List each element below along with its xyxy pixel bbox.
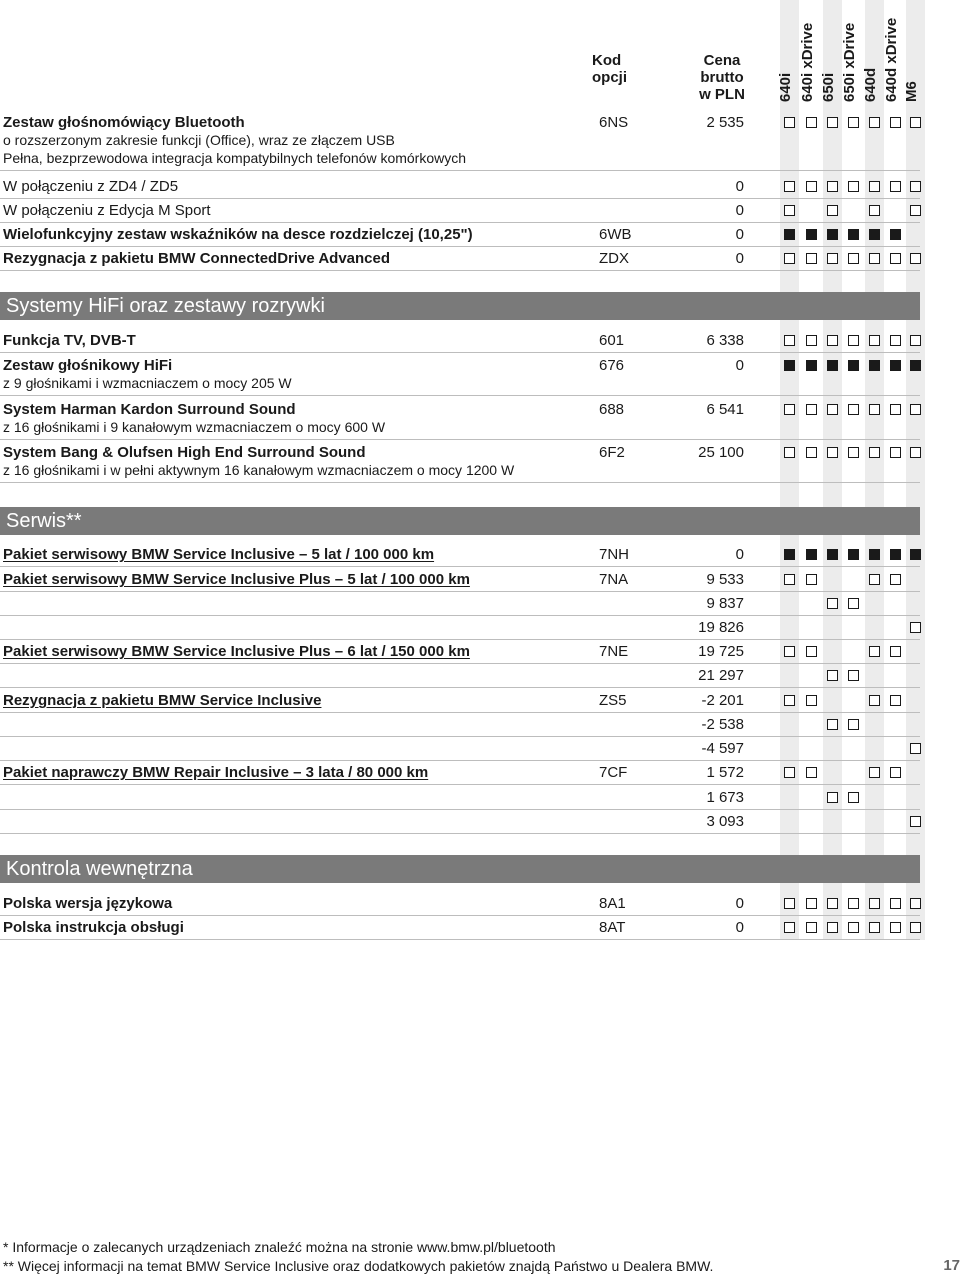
standard-equipment-marker [848, 229, 859, 240]
optional-equipment-marker [890, 898, 901, 909]
optional-equipment-marker [827, 598, 838, 609]
optional-equipment-marker [827, 404, 838, 415]
model-header-label: 640d [862, 67, 879, 102]
optional-equipment-marker [848, 181, 859, 192]
optional-equipment-marker [910, 404, 921, 415]
optional-equipment-marker [806, 181, 817, 192]
standard-equipment-marker [827, 229, 838, 240]
optional-equipment-marker [890, 117, 901, 128]
optional-equipment-marker [910, 181, 921, 192]
optional-equipment-marker [784, 335, 795, 346]
optional-equipment-marker [890, 646, 901, 657]
option-price: 0 [735, 546, 744, 563]
option-code: 6WB [599, 226, 632, 243]
optional-equipment-marker [910, 205, 921, 216]
option-price: 0 [735, 226, 744, 243]
option-price: 1 673 [706, 789, 744, 806]
optional-equipment-marker [806, 767, 817, 778]
option-name: Wielofunkcyjny zestaw wskaźników na desce rozdzielczej (10,25") [3, 226, 473, 243]
optional-equipment-marker [869, 181, 880, 192]
option-code: 7NE [599, 643, 629, 660]
table-row [0, 809, 960, 833]
optional-equipment-marker [848, 898, 859, 909]
table-row [0, 615, 960, 639]
optional-equipment-marker [848, 670, 859, 681]
optional-equipment-marker [869, 117, 880, 128]
table-row [0, 639, 960, 663]
row-divider [0, 270, 920, 271]
optional-equipment-marker [910, 898, 921, 909]
option-code: ZDX [599, 250, 629, 267]
optional-equipment-marker [784, 253, 795, 264]
optional-equipment-marker [827, 670, 838, 681]
standard-equipment-marker [910, 360, 921, 371]
header-price-label: Cena brutto w PLN [699, 52, 745, 103]
optional-equipment-marker [784, 181, 795, 192]
row-divider [0, 482, 920, 483]
table-row [0, 440, 960, 478]
table-row [0, 353, 960, 391]
standard-equipment-marker [784, 549, 795, 560]
optional-equipment-marker [784, 898, 795, 909]
table-row [0, 198, 960, 222]
table-row [0, 915, 960, 939]
row-divider [0, 395, 920, 396]
model-header [777, 0, 799, 102]
footnote-2: ** Więcej informacji na temat BMW Service Inclusive oraz dodatkowych pakietów znajdą Państwo u Dealera BMW. [3, 1258, 714, 1274]
option-price: 0 [735, 202, 744, 219]
option-price: 21 297 [698, 667, 744, 684]
optional-equipment-marker [827, 205, 838, 216]
option-code: 601 [599, 332, 625, 349]
optional-equipment-marker [806, 646, 817, 657]
table-row [0, 785, 960, 809]
option-name: Pakiet serwisowy BMW Service Inclusive Plus – 5 lat / 100 000 km [3, 571, 470, 588]
option-price: 0 [735, 919, 744, 936]
optional-equipment-marker [890, 767, 901, 778]
optional-equipment-marker [910, 816, 921, 827]
option-name: Pakiet serwisowy BMW Service Inclusive – 5 lat / 100 000 km [3, 546, 435, 563]
optional-equipment-marker [910, 622, 921, 633]
option-price: -4 597 [701, 740, 744, 757]
option-code: 6NS [599, 114, 629, 131]
optional-equipment-marker [806, 117, 817, 128]
option-name: Zestaw głośnomówiący Bluetooth [3, 114, 245, 131]
option-price: 6 541 [706, 401, 744, 418]
table-row [0, 174, 960, 198]
optional-equipment-marker [848, 598, 859, 609]
optional-equipment-marker [910, 922, 921, 933]
option-name: System Bang & Olufsen High End Surround Sound [3, 444, 366, 461]
optional-equipment-marker [784, 646, 795, 657]
optional-equipment-marker [784, 574, 795, 585]
table-row [0, 891, 960, 915]
table-row [0, 542, 960, 566]
model-header [903, 0, 925, 102]
model-header-label: 650i xDrive [841, 22, 858, 102]
optional-equipment-marker [869, 335, 880, 346]
optional-equipment-marker [827, 922, 838, 933]
standard-equipment-marker [890, 549, 901, 560]
optional-equipment-marker [910, 253, 921, 264]
option-price: 9 533 [706, 571, 744, 588]
row-divider [0, 833, 920, 834]
standard-equipment-marker [806, 360, 817, 371]
option-code: 7CF [599, 764, 628, 781]
model-header-label: 640i [777, 72, 794, 102]
page-number: 17 [943, 1257, 960, 1274]
optional-equipment-marker [784, 117, 795, 128]
option-name: Zestaw głośnikowy HiFi [3, 357, 173, 374]
optional-equipment-marker [827, 719, 838, 730]
standard-equipment-marker [784, 229, 795, 240]
optional-equipment-marker [869, 574, 880, 585]
table-row [0, 663, 960, 687]
standard-equipment-marker [890, 229, 901, 240]
option-name: W połączeniu z Edycja M Sport [3, 202, 211, 219]
optional-equipment-marker [806, 335, 817, 346]
table-row [0, 222, 960, 246]
optional-equipment-marker [869, 205, 880, 216]
option-price: 0 [735, 250, 744, 267]
optional-equipment-marker [827, 792, 838, 803]
optional-equipment-marker [869, 767, 880, 778]
standard-equipment-marker [890, 360, 901, 371]
optional-equipment-marker [910, 447, 921, 458]
optional-equipment-marker [806, 404, 817, 415]
option-price: 19 725 [698, 643, 744, 660]
optional-equipment-marker [848, 719, 859, 730]
optional-equipment-marker [910, 335, 921, 346]
table-row [0, 567, 960, 591]
table-row [0, 712, 960, 736]
model-header-label: 650i [820, 72, 837, 102]
optional-equipment-marker [784, 404, 795, 415]
option-name: Pakiet serwisowy BMW Service Inclusive Plus – 6 lat / 150 000 km [3, 643, 470, 660]
standard-equipment-marker [827, 360, 838, 371]
optional-equipment-marker [806, 898, 817, 909]
footnote-1: * Informacje o zalecanych urządzeniach znaleźć można na stronie www.bmw.pl/bluetooth [3, 1239, 556, 1255]
option-code: 8AT [599, 919, 626, 936]
optional-equipment-marker [848, 447, 859, 458]
optional-equipment-marker [869, 253, 880, 264]
optional-equipment-marker [848, 792, 859, 803]
option-name: Polska wersja językowa [3, 895, 173, 912]
optional-equipment-marker [848, 922, 859, 933]
optional-equipment-marker [806, 695, 817, 706]
standard-equipment-marker [869, 360, 880, 371]
section-header: Serwis** [0, 507, 920, 535]
optional-equipment-marker [827, 181, 838, 192]
option-name: Funkcja TV, DVB-T [3, 332, 136, 349]
optional-equipment-marker [784, 767, 795, 778]
option-price: 19 826 [698, 619, 744, 636]
optional-equipment-marker [827, 447, 838, 458]
optional-equipment-marker [890, 181, 901, 192]
option-name: Pakiet naprawczy BMW Repair Inclusive – 3 lata / 80 000 km [3, 764, 429, 781]
option-description: z 16 głośnikami i w pełni aktywnym 16 kanałowym wzmacniaczem o mocy 1200 W [3, 462, 515, 478]
standard-equipment-marker [806, 229, 817, 240]
optional-equipment-marker [806, 447, 817, 458]
optional-equipment-marker [848, 404, 859, 415]
option-description: z 16 głośnikami i 9 kanałowym wzmacniaczem o mocy 600 W [3, 419, 386, 435]
optional-equipment-marker [848, 253, 859, 264]
table-row [0, 110, 960, 166]
option-price: 2 535 [706, 114, 744, 131]
optional-equipment-marker [869, 447, 880, 458]
option-code: 7NH [599, 546, 630, 563]
optional-equipment-marker [869, 898, 880, 909]
optional-equipment-marker [806, 574, 817, 585]
table-row [0, 591, 960, 615]
standard-equipment-marker [806, 549, 817, 560]
optional-equipment-marker [784, 695, 795, 706]
option-description: o rozszerzonym zakresie funkcji (Office), wraz ze złączem USB [3, 132, 395, 148]
optional-equipment-marker [910, 743, 921, 754]
standard-equipment-marker [869, 549, 880, 560]
optional-equipment-marker [910, 117, 921, 128]
section-header: Systemy HiFi oraz zestawy rozrywki [0, 292, 920, 320]
option-description: Pełna, bezprzewodowa integracja kompatybilnych telefonów komórkowych [3, 150, 467, 166]
optional-equipment-marker [869, 404, 880, 415]
model-header-label: 640d xDrive [883, 17, 900, 102]
optional-equipment-marker [784, 922, 795, 933]
option-price: 6 338 [706, 332, 744, 349]
option-code: 8A1 [599, 895, 626, 912]
optional-equipment-marker [890, 253, 901, 264]
row-divider [0, 170, 920, 171]
option-price: 0 [735, 357, 744, 374]
optional-equipment-marker [890, 922, 901, 933]
optional-equipment-marker [890, 447, 901, 458]
option-code: 6F2 [599, 444, 625, 461]
option-description: z 9 głośnikami i wzmacniaczem o mocy 205 W [3, 375, 292, 391]
option-price: 0 [735, 178, 744, 195]
table-row [0, 736, 960, 760]
optional-equipment-marker [890, 335, 901, 346]
option-code: 688 [599, 401, 625, 418]
option-code: 7NA [599, 571, 629, 588]
option-name: W połączeniu z ZD4 / ZD5 [3, 178, 179, 195]
option-price: 9 837 [706, 595, 744, 612]
option-name: Polska instrukcja obsługi [3, 919, 184, 936]
optional-equipment-marker [827, 117, 838, 128]
standard-equipment-marker [827, 549, 838, 560]
optional-equipment-marker [806, 922, 817, 933]
standard-equipment-marker [848, 360, 859, 371]
standard-equipment-marker [869, 229, 880, 240]
option-price: -2 538 [701, 716, 744, 733]
option-name: Rezygnacja z pakietu BMW ConnectedDrive Advanced [3, 250, 391, 267]
optional-equipment-marker [827, 898, 838, 909]
option-price: 3 093 [706, 813, 744, 830]
option-name: System Harman Kardon Surround Sound [3, 401, 296, 418]
optional-equipment-marker [848, 117, 859, 128]
optional-equipment-marker [890, 695, 901, 706]
optional-equipment-marker [890, 404, 901, 415]
table-row [0, 328, 960, 352]
row-divider [0, 939, 920, 940]
optional-equipment-marker [806, 253, 817, 264]
optional-equipment-marker [784, 205, 795, 216]
option-price: -2 201 [701, 692, 744, 709]
optional-equipment-marker [848, 335, 859, 346]
optional-equipment-marker [869, 695, 880, 706]
option-price: 0 [735, 895, 744, 912]
table-row [0, 397, 960, 435]
optional-equipment-marker [827, 335, 838, 346]
optional-equipment-marker [890, 574, 901, 585]
option-code: ZS5 [599, 692, 627, 709]
option-name: Rezygnacja z pakietu BMW Service Inclusive [3, 692, 322, 709]
option-price: 25 100 [698, 444, 744, 461]
table-row [0, 688, 960, 712]
optional-equipment-marker [869, 922, 880, 933]
option-code: 676 [599, 357, 625, 374]
table-row [0, 246, 960, 270]
section-header: Kontrola wewnętrzna [0, 855, 920, 883]
standard-equipment-marker [910, 549, 921, 560]
model-header-label: 640i xDrive [799, 22, 816, 102]
option-price: 1 572 [706, 764, 744, 781]
model-header-label: M6 [903, 81, 920, 102]
standard-equipment-marker [784, 360, 795, 371]
optional-equipment-marker [827, 253, 838, 264]
optional-equipment-marker [784, 447, 795, 458]
header-code-label: Kod opcji [592, 52, 628, 86]
optional-equipment-marker [869, 646, 880, 657]
standard-equipment-marker [848, 549, 859, 560]
table-row [0, 760, 960, 784]
